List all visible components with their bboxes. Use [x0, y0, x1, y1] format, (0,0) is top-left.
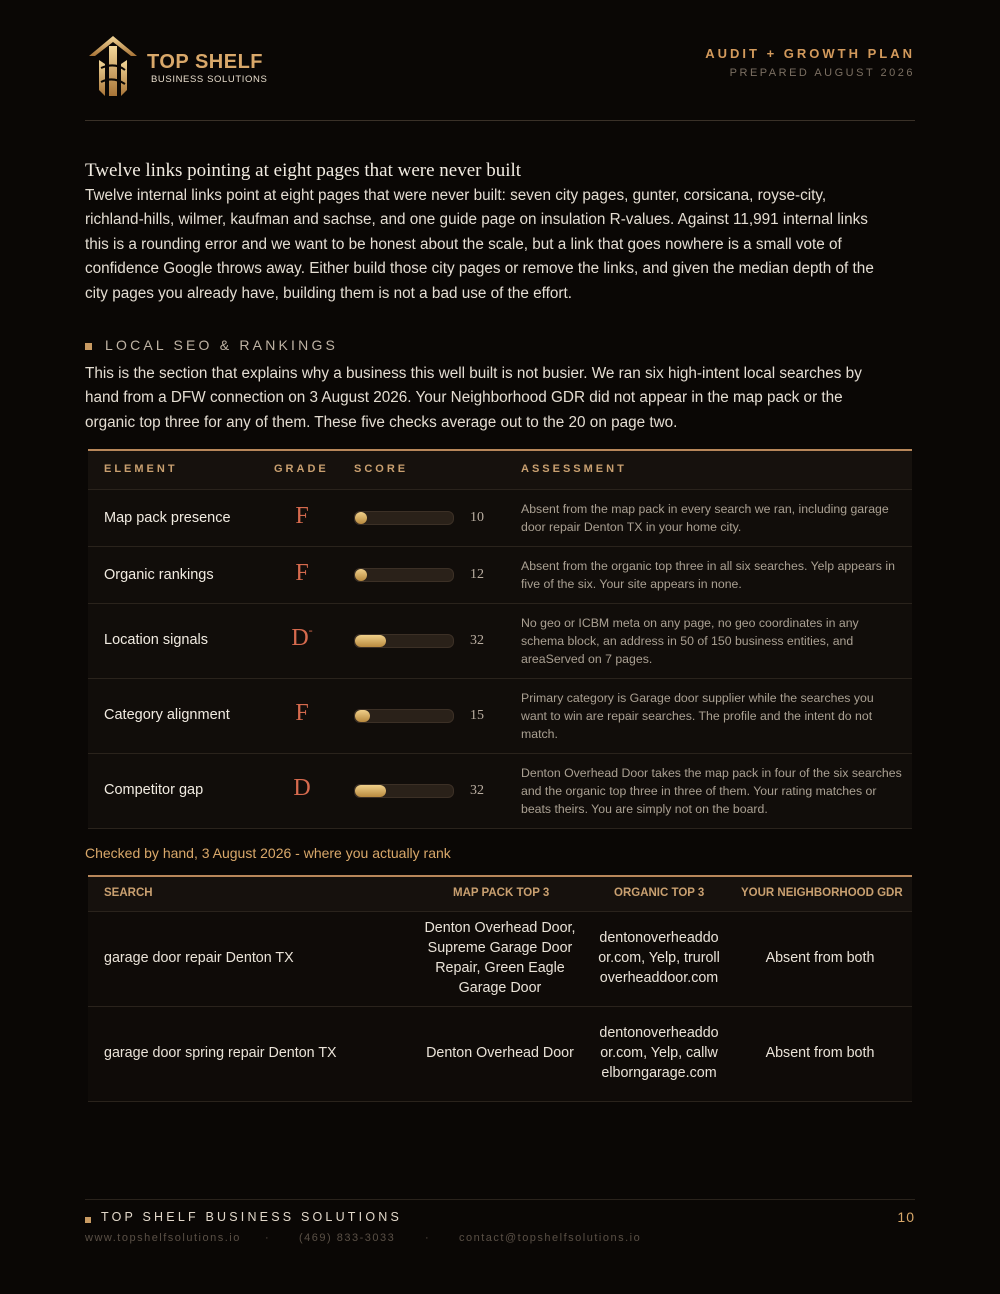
email-link[interactable]: contact@topshelfsolutions.io: [459, 1232, 642, 1244]
page-footer: [85, 1199, 915, 1260]
score-bar: [354, 784, 454, 798]
search-term: garage door spring repair Denton TX: [104, 1045, 337, 1062]
element-name: Organic rankings: [104, 567, 214, 583]
grade-table: [88, 449, 912, 829]
score-bar: [354, 634, 454, 648]
score-bar: [354, 709, 454, 723]
page-number: 10: [897, 1209, 915, 1225]
document-title: AUDIT + GROWTH PLAN: [705, 46, 915, 61]
score-value: 32: [470, 783, 484, 798]
logo-name: TOP SHELF: [147, 51, 264, 73]
table-row: [88, 1007, 912, 1102]
header-search: SEARCH: [104, 887, 153, 899]
score-bar-fill: [355, 785, 386, 797]
contact-separator: ·: [265, 1232, 271, 1244]
grade-value: F: [295, 560, 309, 586]
page-header: [85, 32, 915, 121]
assessment-text: Primary category is Garage door supplier while the searches you want to win are repair searches. The profile and the intent do not match.: [521, 691, 874, 742]
grade-value: F: [295, 700, 309, 726]
header-assessment: ASSESSMENT: [521, 463, 627, 475]
grade-letter: [290, 560, 314, 587]
map-pack-top3: Denton Overhead Door, Supreme Garage Door Repair, Green Eagle Garage Door: [424, 920, 576, 996]
rankings-table: [88, 875, 912, 1102]
square-bullet-icon: [85, 343, 92, 350]
map-pack-top3: Denton Overhead Door: [426, 1045, 574, 1062]
grade-row: [88, 490, 912, 547]
ts-monogram-icon: [85, 34, 141, 100]
score-value: 32: [470, 633, 484, 648]
element-name: Location signals: [104, 632, 208, 648]
search-term: garage door repair Denton TX: [104, 950, 294, 967]
score-bar: [354, 511, 454, 525]
section-title: Twelve links pointing at eight pages that were never built: [85, 160, 522, 181]
local-seo-paragraph: This is the section that explains why a business this well built is not busier. We ran six high-intent local searches by hand from a DFW connection on 3 August 2026. Your Neighborhood GDR did not appear in the map pack or the organic top three for any of them. These five checks average out to the 20 on page two.: [85, 365, 862, 431]
score-bar: [354, 568, 454, 582]
element-name: Category alignment: [104, 707, 230, 723]
section-label-text: LOCAL SEO & RANKINGS: [105, 337, 339, 353]
rankings-caption: Checked by hand, 3 August 2026 - where you actually rank: [85, 845, 451, 861]
grade-value: D: [293, 775, 311, 801]
score-value: 15: [470, 708, 484, 723]
organic-top3: dentonoverheaddoor.com, Yelp, trurolloverheaddoor.com: [598, 930, 720, 986]
header-organic: ORGANIC TOP 3: [614, 887, 705, 899]
score-value: 12: [470, 567, 484, 582]
grade-row: [88, 547, 912, 604]
header-score: SCORE: [354, 463, 409, 475]
your-ranking: Absent from both: [765, 950, 875, 967]
grade-letter: [290, 625, 314, 652]
assessment-text: Absent from the organic top three in all six searches. Yelp appears in five of the six. Your site appears in none.: [521, 559, 895, 592]
rankings-table-header: [88, 877, 912, 912]
phone-number[interactable]: (469) 833-3033: [299, 1232, 396, 1244]
header-your-business: YOUR NEIGHBORHOOD GDR: [741, 887, 903, 899]
logo-subtitle: BUSINESS SOLUTIONS: [151, 74, 268, 85]
header-element: ELEMENT: [104, 463, 178, 475]
document-date: PREPARED AUGUST 2026: [729, 67, 915, 79]
score-bar-fill: [355, 512, 367, 524]
grade-row: [88, 754, 912, 829]
header-grade: GRADE: [274, 463, 329, 475]
grade-value: D: [291, 625, 309, 651]
grade-row: [88, 604, 912, 679]
grade-letter: [290, 503, 314, 530]
organic-top3: dentonoverheaddoor.com, Yelp, callwelborngarage.com: [599, 1025, 719, 1081]
element-name: Competitor gap: [104, 782, 204, 798]
grade-row: [88, 679, 912, 754]
footer-brand: TOP SHELF BUSINESS SOLUTIONS: [101, 1210, 403, 1224]
score-bar-fill: [355, 635, 386, 647]
assessment-text: No geo or ICBM meta on any page, no geo coordinates in any schema block, an address in 50 of 150 business entities, and areaServed on 7 pages.: [521, 616, 859, 667]
score-value: 10: [470, 510, 484, 525]
your-ranking: Absent from both: [765, 1045, 875, 1062]
intro-paragraph: Twelve internal links point at eight pages that were never built: seven city pages, gunter, corsicana, royse-city, richland-hills, wilmer, kaufman and sachse, and one guide page on insulation R-values. Against 11,991 internal links this is a rounding error and we want to be honest about the scale, but a link that goes nowhere is a small vote of confidence Google throws away. Either build those city pages or remove the links, and given the median depth of the city pages you already have, building them is not a bad use of the effort.: [85, 187, 874, 302]
contact-separator: ·: [425, 1232, 431, 1244]
grade-letter: [290, 775, 314, 802]
table-row: [88, 912, 912, 1007]
score-bar-fill: [355, 569, 367, 581]
score-bar-fill: [355, 710, 370, 722]
grade-table-header: [88, 451, 912, 490]
grade-letter: [290, 700, 314, 727]
square-bullet-icon: [85, 1217, 91, 1223]
grade-modifier: -: [308, 623, 313, 637]
header-map-pack: MAP PACK TOP 3: [453, 887, 550, 899]
element-name: Map pack presence: [104, 510, 231, 526]
assessment-text: Absent from the map pack in every search we ran, including garage door repair Denton TX in your home city.: [521, 502, 889, 535]
grade-value: F: [295, 503, 309, 529]
assessment-text: Denton Overhead Door takes the map pack in four of the six searches and the organic top three in three of them. Your rating matches or beats theirs. You are simply not on the board.: [521, 766, 902, 817]
brand-logo: [85, 34, 285, 104]
website-link[interactable]: www.topshelfsolutions.io: [85, 1232, 241, 1244]
